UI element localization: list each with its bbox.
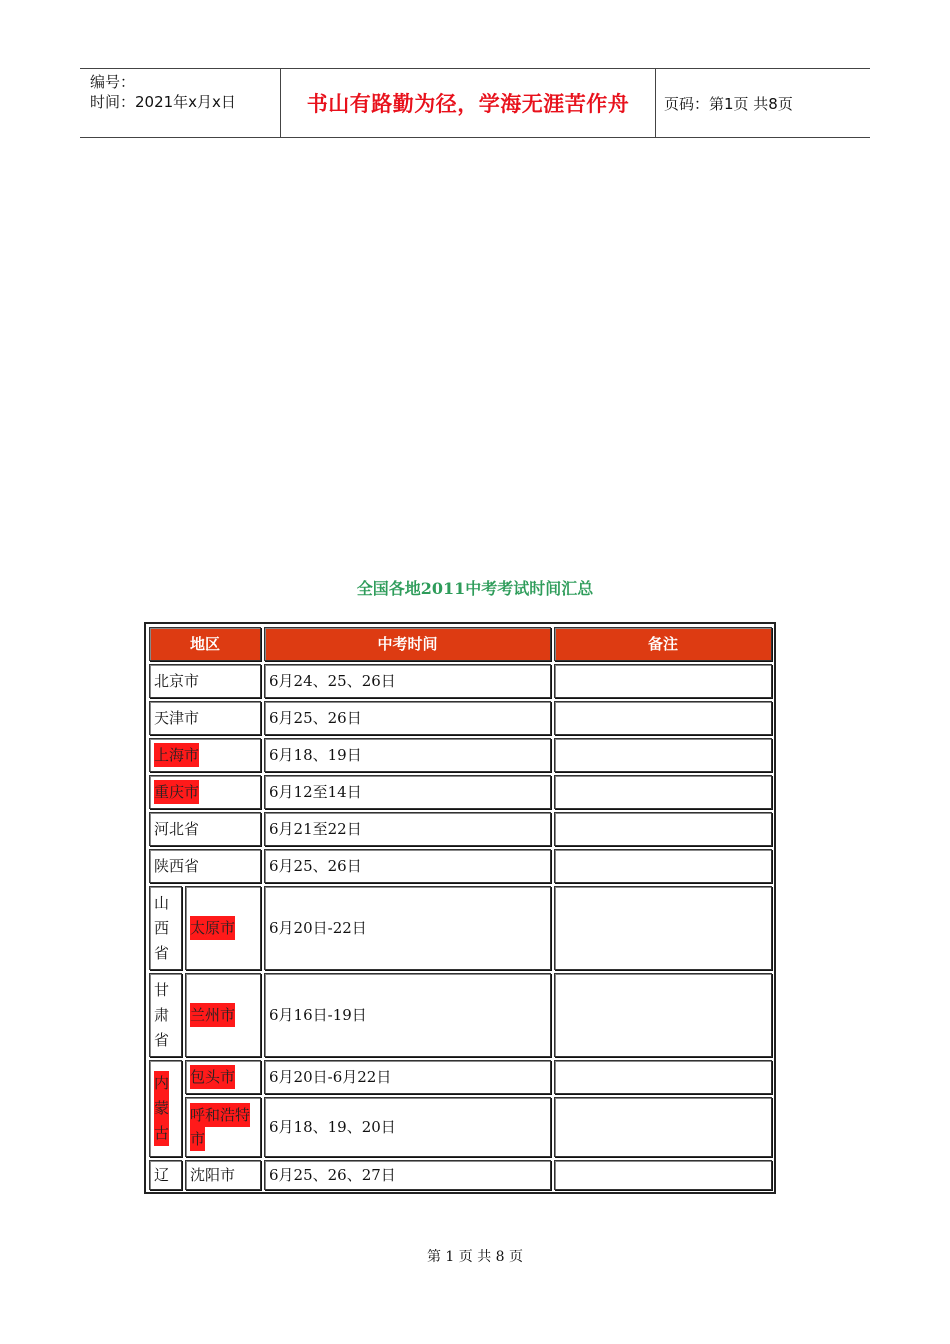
city-text: 沈阳市 [190, 1166, 236, 1184]
table-cell-city [185, 1060, 261, 1094]
region-text-highlighted: 重庆市 [154, 780, 199, 804]
table-cell-time: 6月21至22日 [264, 812, 551, 846]
city-text-highlighted: 市 [190, 1127, 205, 1151]
table-cell-region [149, 849, 261, 883]
table-cell-region [149, 812, 261, 846]
city-text-highlighted: 太原市 [190, 916, 235, 940]
table-cell-note [554, 738, 772, 772]
column-header-note: 备注 [554, 627, 772, 661]
table-cell-region [149, 738, 261, 772]
header-page-info: 页码：第1页 共8页 [664, 94, 793, 113]
city-text-highlighted: 呼和浩特 [190, 1103, 250, 1127]
table-cell-note [554, 1097, 772, 1157]
province-char: 甘 [154, 980, 170, 999]
header-motto: 书山有路勤为径，学海无涯苦作舟 [280, 69, 656, 137]
city-text-highlighted: 包头市 [190, 1065, 235, 1089]
table-cell-city [185, 1097, 261, 1157]
table-cell-note [554, 973, 772, 1057]
table-cell-time: 6月24、25、26日 [264, 664, 551, 698]
region-text: 北京市 [154, 672, 200, 690]
province-char: 省 [154, 943, 170, 962]
table-cell-time: 6月20日-22日 [264, 886, 551, 970]
province-char-highlighted: 古 [154, 1121, 169, 1146]
table-cell-city [185, 886, 261, 970]
table-cell-note [554, 849, 772, 883]
table-cell-note [554, 1160, 772, 1190]
region-text-highlighted: 上海市 [154, 743, 199, 767]
table-cell-time: 6月25、26、27日 [264, 1160, 551, 1190]
table-cell-note [554, 812, 772, 846]
province-char: 省 [154, 1030, 170, 1049]
table-cell-note [554, 886, 772, 970]
column-header-region: 地区 [149, 627, 261, 661]
document-title: 全国各地2011中考考试时间汇总 [356, 579, 594, 598]
table-cell-city [185, 1160, 261, 1190]
page-footer: 第 1 页 共 8 页 [426, 1249, 524, 1265]
table-cell-time: 6月25、26日 [264, 849, 551, 883]
province-cell [149, 886, 182, 970]
table-cell-note [554, 701, 772, 735]
page-header [80, 68, 870, 138]
table-cell-time: 6月20日-6月22日 [264, 1060, 551, 1094]
region-text: 河北省 [154, 820, 200, 838]
time-label: 时间：2021年x月x日 [90, 93, 236, 111]
province-cell [149, 973, 182, 1057]
exam-schedule-table [144, 622, 776, 1194]
province-char: 辽 [154, 1165, 170, 1184]
table-cell-time: 6月12至14日 [264, 775, 551, 809]
province-cell [149, 1160, 182, 1190]
region-text: 陕西省 [154, 857, 200, 875]
province-char-highlighted: 内 [154, 1071, 169, 1096]
table-cell-region [149, 775, 261, 809]
table-cell-note [554, 664, 772, 698]
header-meta [80, 69, 280, 137]
province-char: 山 [154, 893, 170, 912]
table-cell-note [554, 1060, 772, 1094]
region-text: 天津市 [154, 709, 200, 727]
province-char: 肃 [154, 1005, 170, 1024]
province-char: 西 [154, 918, 170, 937]
table-cell-time: 6月18、19日 [264, 738, 551, 772]
city-text-highlighted: 兰州市 [190, 1003, 235, 1027]
table-cell-city [185, 973, 261, 1057]
table-cell-time: 6月25、26日 [264, 701, 551, 735]
column-header-time: 中考时间 [264, 627, 551, 661]
table-cell-region [149, 701, 261, 735]
province-cell [149, 1060, 182, 1157]
province-char-highlighted: 蒙 [154, 1096, 169, 1121]
table-cell-time: 6月18、19、20日 [264, 1097, 551, 1157]
table-cell-note [554, 775, 772, 809]
table-cell-time: 6月16日-19日 [264, 973, 551, 1057]
table-cell-region [149, 664, 261, 698]
number-label: 编号： [90, 73, 136, 91]
